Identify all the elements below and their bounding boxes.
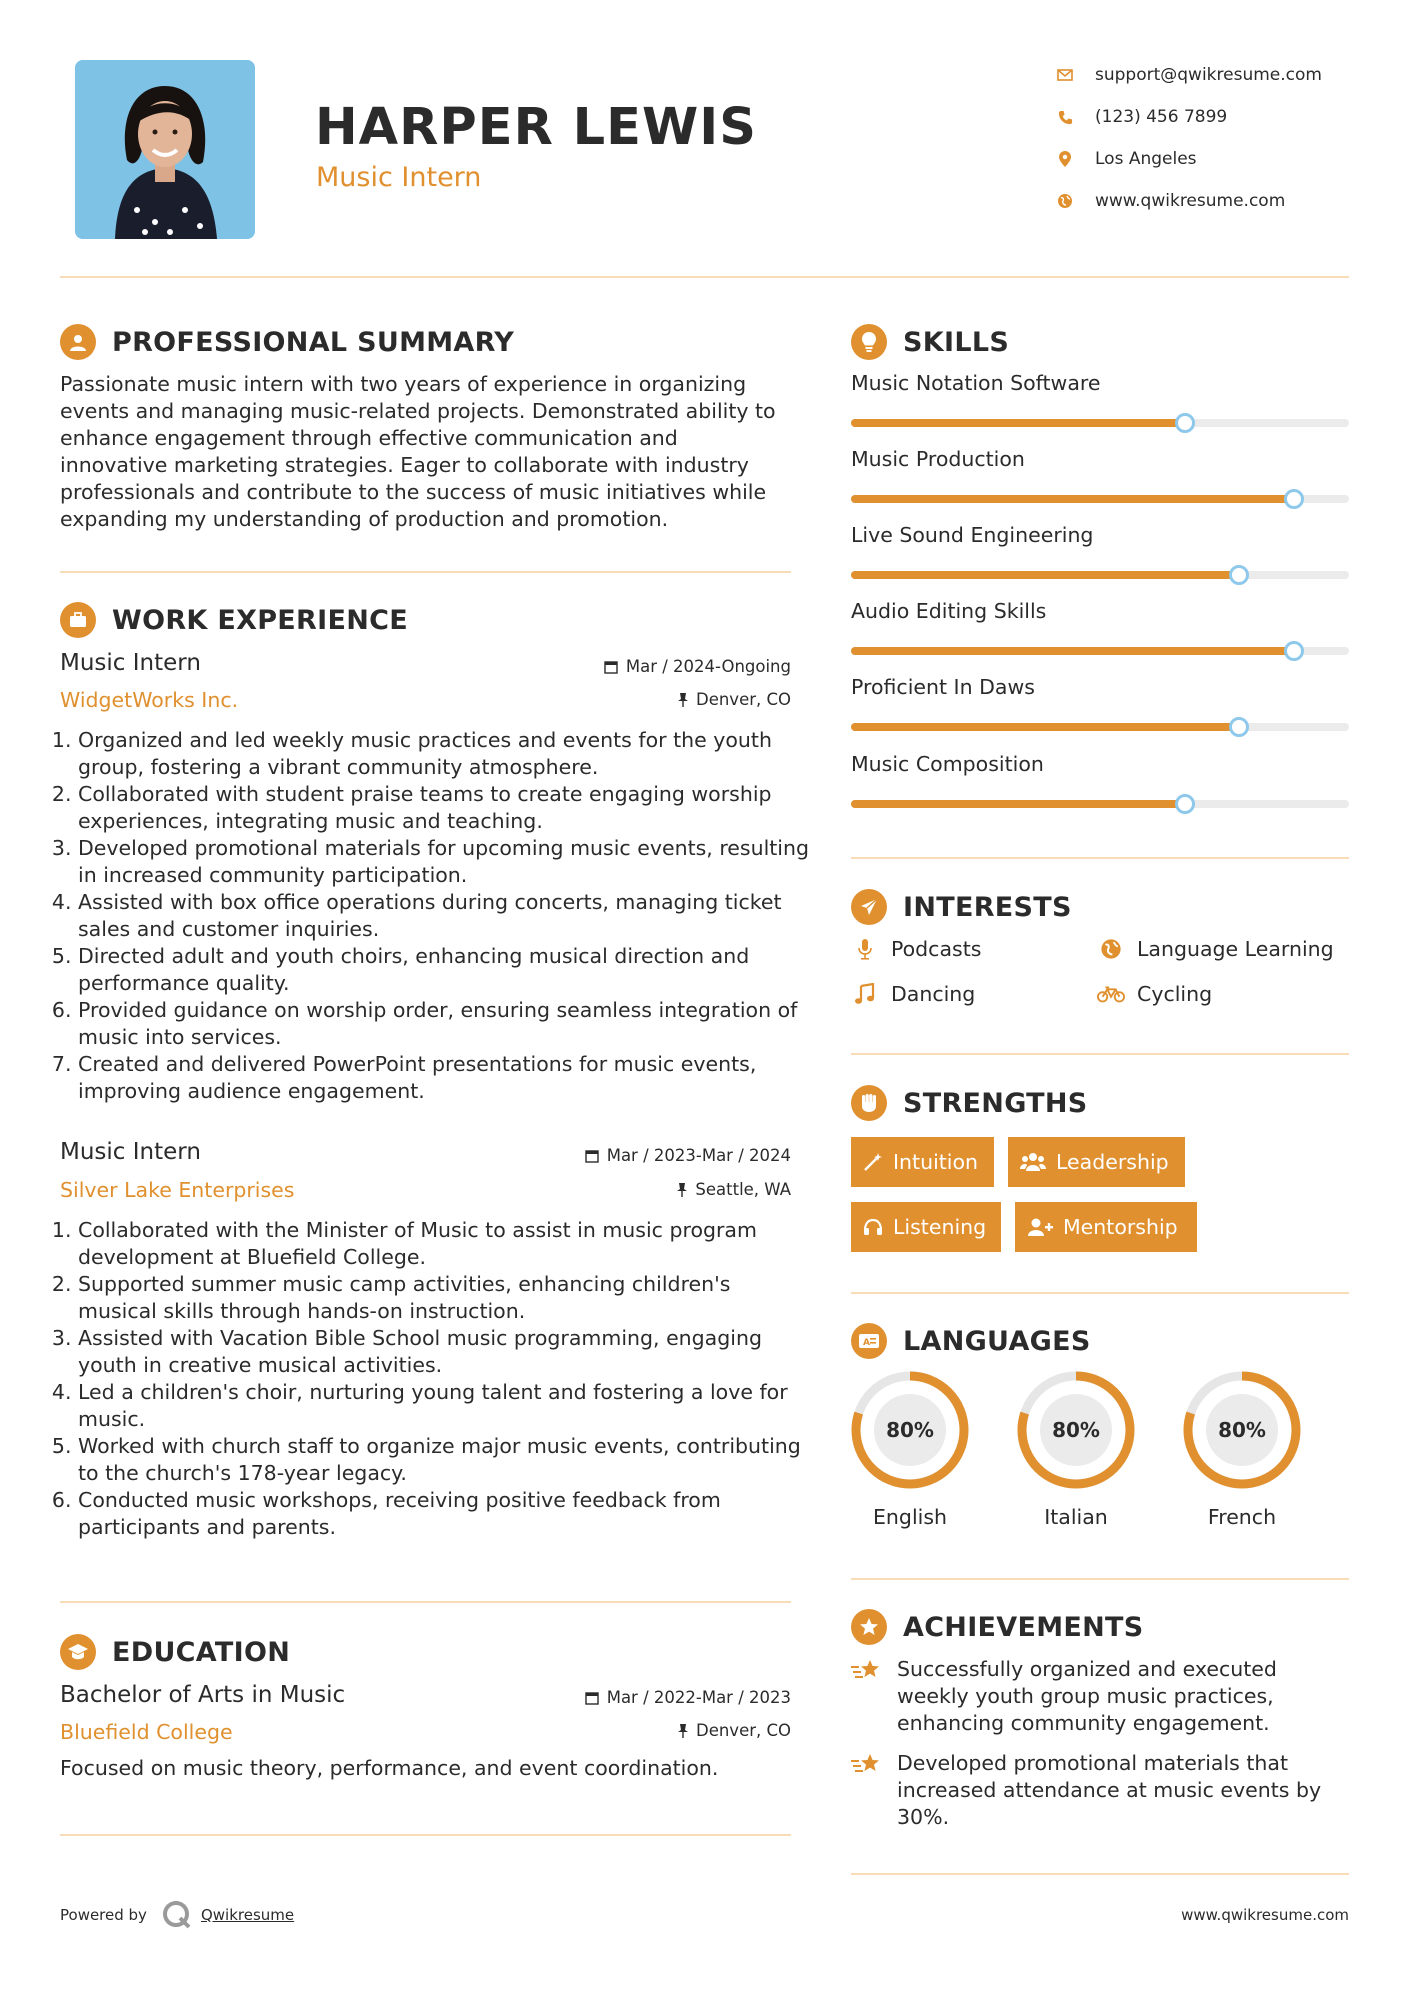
skill-fill: [851, 647, 1294, 655]
strengths-section-header: [851, 1085, 1088, 1121]
achievement-item: [851, 1656, 1349, 1737]
list-item: 5. Worked with church staff to organize major music events, contributing to the church's 178-year legacy.: [78, 1433, 809, 1487]
skill-name: Live Sound Engineering: [851, 523, 1094, 547]
job-2-location-text: Seattle, WA: [695, 1180, 791, 1199]
svg-text:A: A: [863, 1338, 870, 1348]
education-school: Bluefield College: [60, 1720, 233, 1744]
interests-title: INTERESTS: [903, 891, 1072, 923]
interest-label: Language Learning: [1137, 937, 1334, 961]
interest-item: [1097, 936, 1334, 962]
summary-title: PROFESSIONAL SUMMARY: [112, 326, 515, 358]
skill-item: [851, 752, 1349, 808]
language-name: French: [1207, 1505, 1277, 1529]
user-plus-icon: [1027, 1217, 1053, 1237]
strengths-title: STRENGTHS: [903, 1087, 1088, 1119]
interest-label: Podcasts: [891, 937, 982, 961]
skill-track: [851, 723, 1349, 731]
education-divider: [60, 1834, 791, 1836]
strength-label: Intuition: [893, 1150, 979, 1174]
strengths-divider: [851, 1292, 1349, 1294]
interest-label: Dancing: [891, 982, 976, 1006]
skill-slider-knob: [1175, 794, 1195, 814]
job-2-title: Music Intern: [60, 1139, 201, 1165]
skill-fill: [851, 419, 1185, 427]
job-1-location-text: Denver, CO: [695, 690, 791, 709]
language-percent: 80%: [1218, 1418, 1266, 1442]
bicycle-icon: [1097, 981, 1125, 1007]
map-pin-icon: [1055, 149, 1075, 169]
graduation-cap-icon: [60, 1634, 96, 1670]
achievement-text: Developed promotional materials that increased attendance at music events by 30%.: [897, 1751, 1322, 1829]
magic-wand-icon: [863, 1152, 883, 1172]
skill-name: Audio Editing Skills: [851, 599, 1047, 623]
skills-divider: [851, 857, 1349, 859]
contact-location-text: Los Angeles: [1095, 149, 1197, 169]
contact-list: [1055, 54, 1385, 222]
envelope-icon: [1055, 65, 1075, 85]
skill-item: [851, 599, 1349, 655]
language-gauge: [1181, 1369, 1303, 1491]
interests-divider: [851, 1053, 1349, 1055]
experience-section-header: [60, 602, 408, 638]
interest-label: Cycling: [1137, 982, 1213, 1006]
briefcase-icon: [60, 602, 96, 638]
pushpin-icon: [678, 693, 688, 707]
qwikresume-logo-icon: [161, 1899, 193, 1931]
education-date-text: Mar / 2022-Mar / 2023: [606, 1688, 791, 1707]
education-section-header: [60, 1634, 290, 1670]
shooting-star-icon: [851, 1750, 885, 1831]
job-1-date: [500, 657, 791, 676]
achievements-title: ACHIEVEMENTS: [903, 1611, 1144, 1643]
fist-icon: [851, 1085, 887, 1121]
globe-icon: [1055, 191, 1075, 211]
skill-item: [851, 447, 1349, 503]
skill-item: [851, 523, 1349, 579]
achievement-item: [851, 1750, 1349, 1831]
summary-divider: [60, 571, 791, 573]
job-1-location: [500, 690, 791, 709]
user-icon: [60, 324, 96, 360]
skill-slider-knob: [1229, 565, 1249, 585]
candidate-name: HARPER LEWIS: [315, 98, 757, 157]
language-card-icon: [851, 1323, 887, 1359]
contact-website-text: www.qwikresume.com: [1095, 191, 1286, 211]
pushpin-icon: [677, 1183, 687, 1197]
strength-label: Listening: [893, 1215, 987, 1239]
contact-phone[interactable]: [1055, 96, 1385, 138]
list-item: 6. Provided guidance on worship order, ensuring seamless integration of music into services.: [78, 997, 809, 1051]
skill-name: Music Composition: [851, 752, 1044, 776]
skills-title: SKILLS: [903, 326, 1010, 358]
achievement-text: Successfully organized and executed weekly youth group music practices, enhancing community engagement.: [897, 1657, 1277, 1735]
contact-phone-text: (123) 456 7899: [1095, 107, 1228, 127]
footer-powered-by: [60, 1899, 294, 1931]
contact-email[interactable]: [1055, 54, 1385, 96]
candidate-role: Music Intern: [316, 162, 482, 193]
job-2-company: Silver Lake Enterprises: [60, 1178, 295, 1202]
calendar-icon: [585, 1691, 599, 1705]
experience-divider: [60, 1601, 791, 1603]
list-item: 1. Organized and led weekly music practices and events for the youth group, fostering a vibrant community atmosphere.: [78, 727, 809, 781]
list-item: 3. Developed promotional materials for upcoming music events, resulting in increased community participation.: [78, 835, 809, 889]
skill-fill: [851, 495, 1294, 503]
lightbulb-icon: [851, 324, 887, 360]
list-item: 7. Created and delivered PowerPoint presentations for music events, improving audience engagement.: [78, 1051, 809, 1105]
skill-track: [851, 647, 1349, 655]
language-item: [1181, 1369, 1303, 1529]
contact-website[interactable]: [1055, 180, 1385, 222]
list-item: 3. Assisted with Vacation Bible School music programming, engaging youth in creative musical activities.: [78, 1325, 809, 1379]
headphones-icon: [863, 1217, 883, 1237]
globe-icon: [1097, 936, 1125, 962]
language-gauge: [1015, 1369, 1137, 1491]
users-icon: [1020, 1152, 1046, 1172]
list-item: 5. Directed adult and youth choirs, enhancing musical direction and performance quality.: [78, 943, 809, 997]
language-gauge: [849, 1369, 971, 1491]
interest-item: [851, 981, 975, 1007]
list-item: 4. Assisted with box office operations during concerts, managing ticket sales and customer inquiries.: [78, 889, 809, 943]
skill-track: [851, 419, 1349, 427]
list-item: 2. Collaborated with student praise teams to create engaging worship experiences, integrating music and teaching.: [78, 781, 809, 835]
languages-title: LANGUAGES: [903, 1325, 1091, 1357]
contact-email-text: support@qwikresume.com: [1095, 65, 1322, 85]
skill-slider-knob: [1284, 641, 1304, 661]
education-title: EDUCATION: [112, 1636, 291, 1668]
education-date: [480, 1688, 791, 1707]
languages-section-header: [851, 1323, 1091, 1359]
job-2-date-text: Mar / 2023-Mar / 2024: [606, 1146, 791, 1165]
experience-title: WORK EXPERIENCE: [112, 604, 408, 636]
language-name: English: [872, 1505, 948, 1529]
skill-fill: [851, 800, 1185, 808]
contact-location: [1055, 138, 1385, 180]
achievements-section-header: [851, 1609, 1144, 1645]
achievements-divider: [851, 1873, 1349, 1875]
job-1-date-text: Mar / 2024-Ongoing: [625, 657, 791, 676]
skill-name: Music Production: [851, 447, 1025, 471]
list-item: 2. Supported summer music camp activities, enhancing children's musical skills through hands-on instruction.: [78, 1271, 809, 1325]
education-degree: Bachelor of Arts in Music: [60, 1682, 346, 1708]
skills-section-header: [851, 324, 1009, 360]
calendar-icon: [585, 1149, 599, 1163]
list-item: 6. Conducted music workshops, receiving positive feedback from participants and parents.: [78, 1487, 809, 1541]
list-item: 4. Led a children's choir, nurturing young talent and fostering a love for music.: [78, 1379, 809, 1433]
strength-tag: [1015, 1202, 1197, 1252]
skill-fill: [851, 571, 1239, 579]
pushpin-icon: [678, 1724, 688, 1738]
skill-slider-knob: [1175, 413, 1195, 433]
skill-item: [851, 371, 1349, 427]
phone-icon: [1055, 107, 1075, 127]
microphone-icon: [851, 936, 879, 962]
list-item: 1. Collaborated with the Minister of Music to assist in music program development at Bluefield College.: [78, 1217, 809, 1271]
job-2-date: [480, 1146, 791, 1165]
language-item: [1015, 1369, 1137, 1529]
qwikresume-link[interactable]: Qwikresume: [200, 1906, 295, 1924]
powered-by-text: Powered by: [60, 1906, 147, 1924]
calendar-icon: [604, 660, 618, 674]
skill-name: Proficient In Daws: [851, 675, 1035, 699]
job-2-location: [500, 1180, 791, 1199]
skill-track: [851, 571, 1349, 579]
strength-tag: [851, 1137, 994, 1187]
paper-plane-icon: [851, 889, 887, 925]
summary-section-header: [60, 324, 514, 360]
education-description: Focused on music theory, performance, and event coordination.: [60, 1756, 719, 1780]
summary-text: Passionate music intern with two years of experience in organizing events and managing music-related projects. Demonstrated ability to enhance engagement through effective communication and innovative marketing strategies. Eager to collaborate with industry professionals and contribute to the success of music initiatives while expanding my understanding of production and promotion.: [60, 372, 776, 531]
skill-slider-knob: [1284, 489, 1304, 509]
strength-tag: [851, 1202, 1001, 1252]
languages-divider: [851, 1578, 1349, 1580]
strength-label: Leadership: [1056, 1150, 1169, 1174]
profile-photo: [75, 60, 255, 239]
interest-item: [851, 936, 981, 962]
job-2-bullets: [60, 1217, 809, 1541]
skill-track: [851, 800, 1349, 808]
language-name: Italian: [1044, 1505, 1108, 1529]
skill-name: Music Notation Software: [851, 371, 1101, 395]
education-location-text: Denver, CO: [695, 1721, 791, 1740]
interest-item: [1097, 981, 1212, 1007]
skill-track: [851, 495, 1349, 503]
strength-tag: [1008, 1137, 1185, 1187]
language-item: [849, 1369, 971, 1529]
strength-label: Mentorship: [1063, 1215, 1178, 1239]
footer-website[interactable]: www.qwikresume.com: [1181, 1906, 1349, 1924]
interests-section-header: [851, 889, 1072, 925]
skill-fill: [851, 723, 1239, 731]
education-location: [500, 1721, 791, 1740]
skill-slider-knob: [1229, 717, 1249, 737]
language-percent: 80%: [1052, 1418, 1100, 1442]
job-1-title: Music Intern: [60, 650, 201, 676]
music-note-icon: [851, 981, 879, 1007]
job-1-company: WidgetWorks Inc.: [60, 688, 239, 712]
header-divider: [60, 276, 1349, 278]
skill-item: [851, 675, 1349, 731]
star-icon: [851, 1609, 887, 1645]
language-percent: 80%: [886, 1418, 934, 1442]
shooting-star-icon: [851, 1656, 885, 1737]
job-1-bullets: [60, 727, 809, 1105]
